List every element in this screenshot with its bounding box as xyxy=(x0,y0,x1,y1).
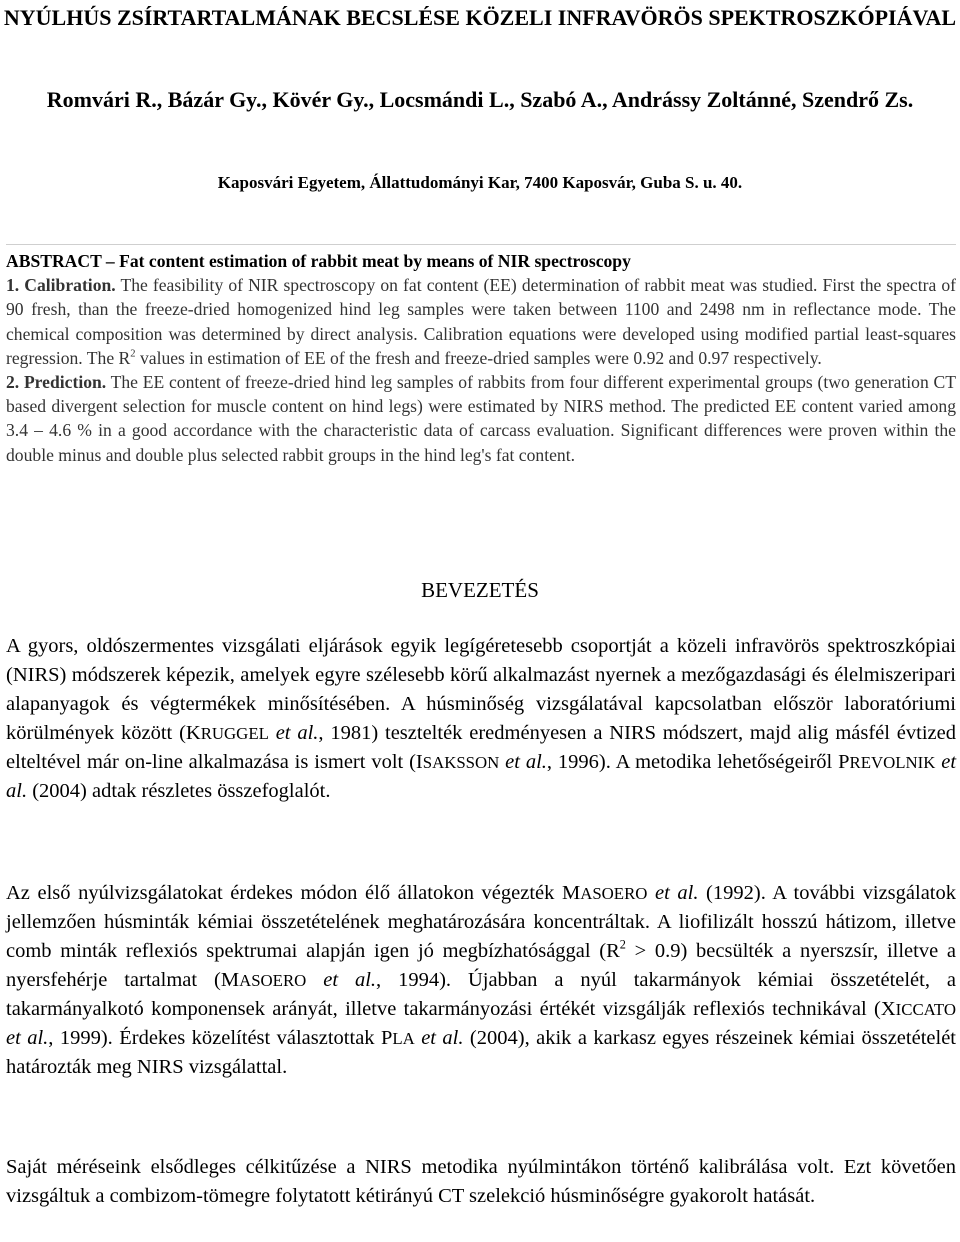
abstract-block xyxy=(6,249,956,467)
citation-prevolnik-initial: P xyxy=(838,751,850,773)
para2-text-5: , 1999). Érdekes közelítést választottak xyxy=(48,1027,381,1049)
citation-masoero-rest: ASOERO xyxy=(580,884,648,903)
et-al-4: et al. xyxy=(655,882,699,904)
intro-paragraph-2 xyxy=(6,879,956,1082)
para2-text-2: (1992). A további vizsgálatok jellemzően húsminták kémiai összetételének meghatározására koncentráltak. A liofilizált hosszú hátizom, illetve comb minták reflexiós spektrumai alapján igen jó megbízhatósággal (R xyxy=(6,882,957,962)
et-al-6: et al. xyxy=(6,1027,49,1049)
para2-text-1: Az első nyúlvizsgálatokat érdekes módon élő állatokon végezték xyxy=(6,882,562,904)
prediction-text: The EE content of freeze-dried hind leg samples of rabbits from four different experimental groups (two generation CT based divergent selection for muscle content on hind legs) were estimated by NIRS method. The predicted EE content varied among 3.4 – 4.6 % in a good accordance with the characteristic data of carcass evaluation. Significant differences were proven within the double minus and double plus selected rabbit groups in the hind leg's fat content. xyxy=(6,372,956,465)
citation-pla-rest: LA xyxy=(392,1029,415,1048)
intro-paragraph-3 xyxy=(6,1153,956,1211)
et-al-1: et al. xyxy=(275,722,319,744)
para2-text-6: (2004), akik a karkasz egyes részeinek kémiai összetételét határozták meg NIRS vizsgálattal. xyxy=(6,1027,956,1078)
abstract-heading: ABSTRACT – Fat content estimation of rabbit meat by means of NIR spectroscopy xyxy=(6,251,631,271)
prediction-label: 2. Prediction. xyxy=(6,372,107,393)
r2-superscript: 2 xyxy=(130,348,136,360)
para3-text: Saját méréseink elsődleges célkitűzése a NIRS metodika nyúlmintákon történő kalibrálása volt. Ezt követően vizsgáltuk a combizom-tömegre folytatott kétirányú CT szelekció húsminőségre gyakorolt hatását. xyxy=(6,1156,956,1207)
abstract-prediction xyxy=(6,370,956,467)
para2-text-3: > 0.9) becsülték a nyerszsír, illetve a nyersfehérje tartalmat ( xyxy=(6,940,956,991)
citation-masoero2-initial: M xyxy=(220,969,240,991)
citation-xiccato-initial: X xyxy=(880,998,896,1020)
citation-kruggel-initial: K xyxy=(185,722,201,744)
abstract-calibration xyxy=(6,273,956,370)
affiliation: Kaposvári Egyetem, Állattudományi Kar, 7400 Kaposvár, Guba S. u. 40. xyxy=(217,173,743,192)
intro-paragraph-1 xyxy=(6,632,956,806)
citation-prevolnik-rest: REVOLNIK xyxy=(849,753,936,772)
para1-text-2: , 1981) tesztelték eredményesen a NIRS módszert, majd alig másfél évtized elteltével már on-line alkalmazása is ismert volt ( xyxy=(6,722,956,773)
et-al-3: et al. xyxy=(6,751,957,802)
abstract-divider xyxy=(6,244,956,245)
calibration-label: 1. Calibration. xyxy=(6,275,116,296)
citation-xiccato-rest: ICCATO xyxy=(895,1000,956,1019)
para1-text-4: (2004) adtak részletes összefoglalót. xyxy=(27,780,331,802)
et-al-2: et al. xyxy=(505,751,547,773)
para1-text-3: , 1996). A metodika lehetőségeiről xyxy=(546,751,839,773)
et-al-7: et al. xyxy=(421,1027,464,1049)
et-al-5: et al. xyxy=(323,969,377,991)
author-list: Romvári R., Bázár Gy., Kövér Gy., Locsmándi L., Szabó A., Andrássy Zoltánné, Szendrő Zs. xyxy=(46,87,914,112)
citation-isaksson-initial: I xyxy=(415,751,423,773)
citation-masoero-initial: M xyxy=(561,882,581,904)
citation-kruggel-rest: RUGGEL xyxy=(200,724,269,743)
para2-text-4: , 1994). Újabban a nyúl takarmányok kémiai összetételét, a takarmányalkotó komponensek arányát, illetve takarmányozási értékét vizsgálják reflexiós technikával ( xyxy=(6,969,957,1020)
paper-title: NYÚLHÚS ZSÍRTARTALMÁNAK BECSLÉSE KÖZELI INFRAVÖRÖS SPEKTROSZKÓPIÁVAL xyxy=(3,5,957,30)
calibration-text-2: values in estimation of EE of the fresh and freeze-dried samples were 0.92 and 0.97 respectively. xyxy=(135,347,822,368)
para1-text-1: A gyors, oldószermentes vizsgálati eljárások egyik legígéretesebb csoportját a közeli infravörös spektroszkópiai (NIRS) módszerek képezik, amelyek egyre szélesebb körű alkalmazást nyernek a mezőgazdasági és élelmiszeripari alapanyagok és végtermékek minősítésében. A húsminőség vizsgálatával kapcsolatban először laboratóriumi körülmények között ( xyxy=(6,635,956,744)
r2-superscript-body: 2 xyxy=(619,937,626,952)
citation-pla-initial: P xyxy=(380,1027,393,1049)
citation-isaksson-rest: SAKSSON xyxy=(422,753,500,772)
citation-masoero2-rest: ASOERO xyxy=(239,971,307,990)
calibration-text-1: The feasibility of NIR spectroscopy on fat content (EE) determination of rabbit meat was studied. First the spectra of 90 fresh, than the freeze-dried homogenized hind leg samples were taken between 1100 and 2498 nm in reflectance mode. The chemical composition was determined by direct analysis. Calibration equations were developed using modified partial least-squares regression. The R xyxy=(6,275,956,368)
section-title: BEVEZETÉS xyxy=(421,578,539,602)
